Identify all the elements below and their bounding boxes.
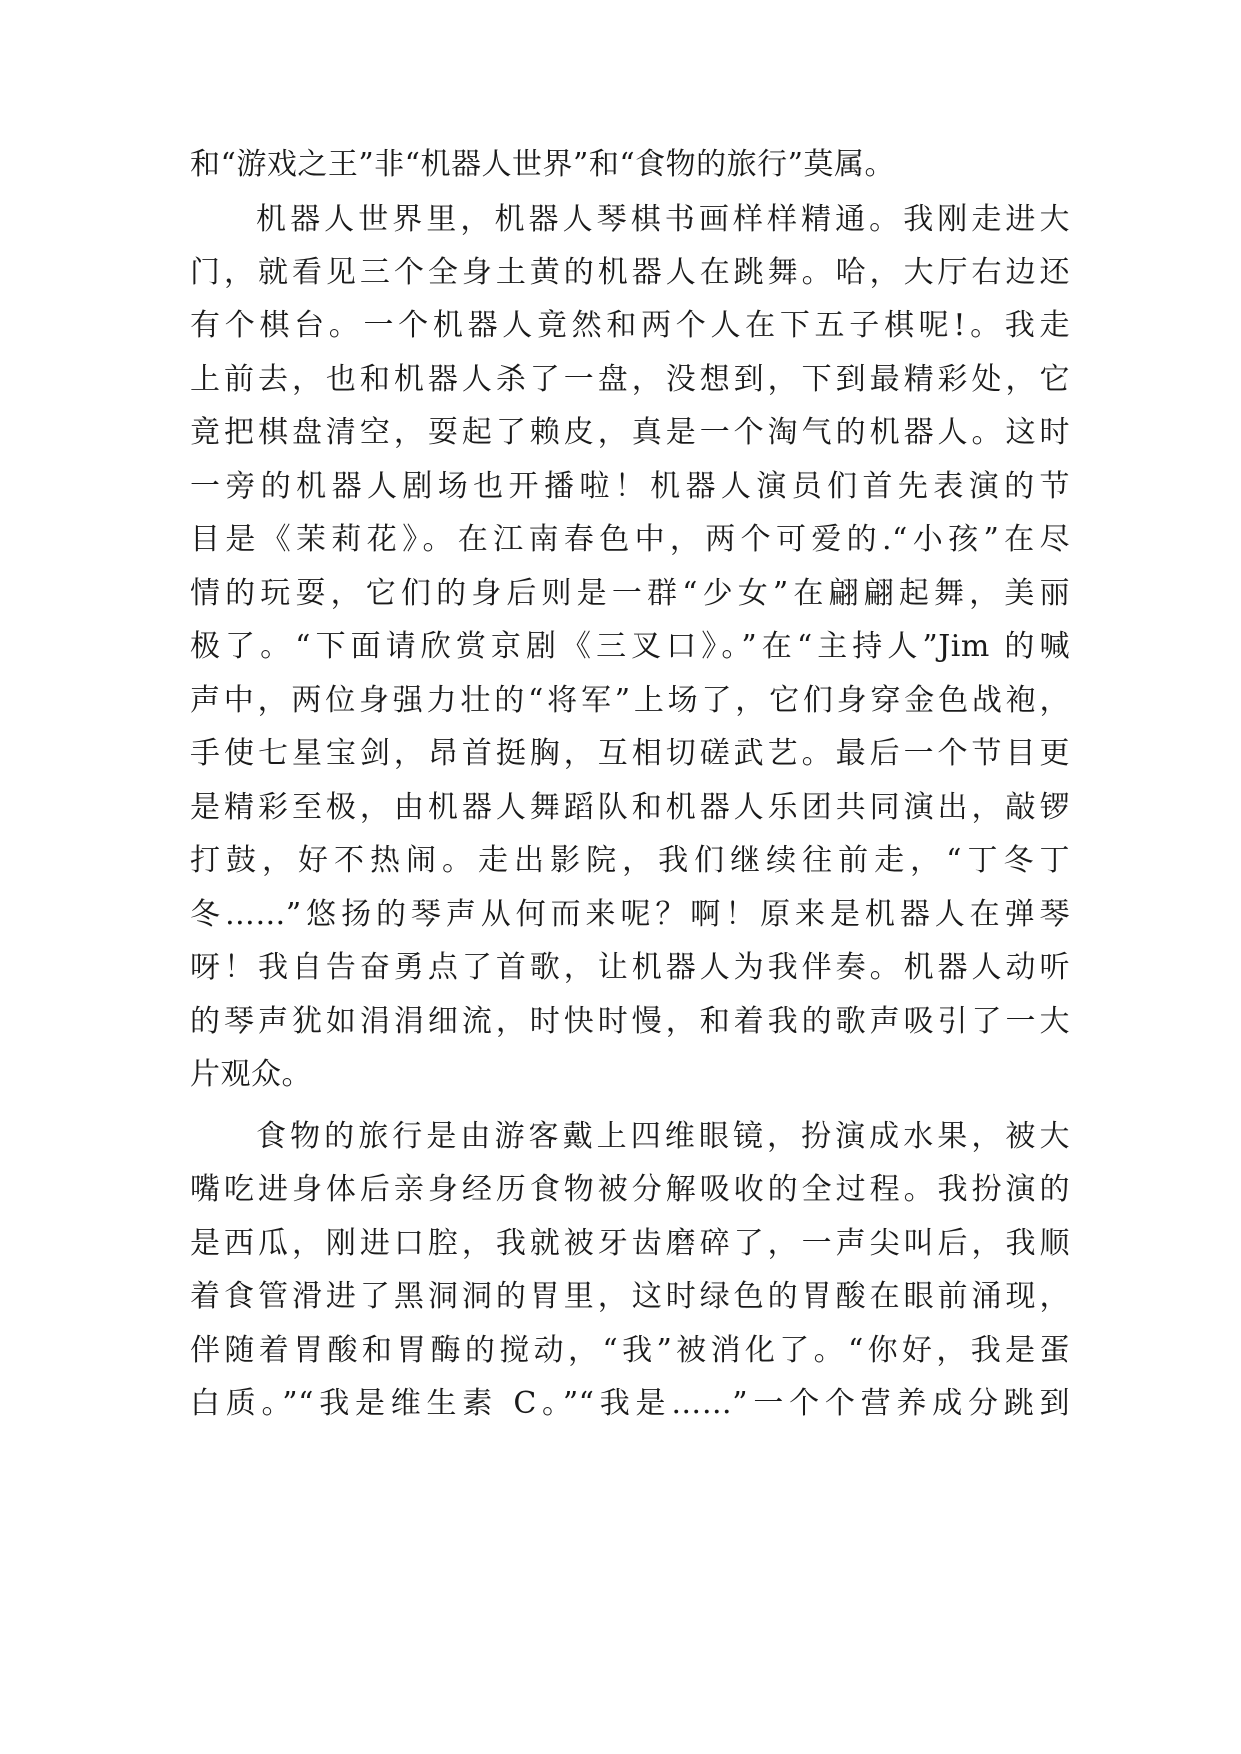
paragraph-line: 极了。“下面请欣赏京剧《三叉口》。”在“主持人”Jim 的喊 (190, 629, 1070, 664)
paragraph-line: 打鼓，好不热闹。走出影院，我们继续往前走，“丁冬丁 (190, 843, 1070, 878)
paragraph-line: 冬……”悠扬的琴声从何而来呢？啊！原来是机器人在弹琴 (190, 897, 1070, 932)
paragraph-line: 白质。”“我是维生素 C。”“我是……”一个个营养成分跳到 (190, 1386, 1070, 1421)
paragraph-line: 目是《茉莉花》。在江南春色中，两个可爱的.“小孩”在尽 (190, 522, 1070, 557)
paragraph-line: 和“游戏之王”非“机器人世界”和“食物的旅行”莫属。 (190, 147, 896, 182)
paragraph-line: 声中，两位身强力壮的“将军”上场了，它们身穿金色战袍， (190, 683, 1070, 718)
paragraph-line: 情的玩耍，它们的身后则是一群“少女”在翩翩起舞，美丽 (190, 576, 1070, 611)
paragraph-line: 着食管滑进了黑洞洞的胃里，这时绿色的胃酸在眼前涌现， (190, 1279, 1070, 1314)
paragraph-line: 是精彩至极，由机器人舞蹈队和机器人乐团共同演出，敲锣 (190, 790, 1070, 825)
paragraph-line: 机器人世界里，机器人琴棋书画样样精通。我刚走进大 (256, 202, 1070, 237)
paragraph-line: 手使七星宝剑，昂首挺胸，互相切磋武艺。最后一个节目更 (190, 736, 1070, 771)
paragraph-line: 呀！我自告奋勇点了首歌，让机器人为我伴奏。机器人动听 (190, 950, 1070, 985)
paragraph-line: 一旁的机器人剧场也开播啦！机器人演员们首先表演的节 (190, 469, 1070, 504)
paragraph-line: 是西瓜，刚进口腔，我就被牙齿磨碎了，一声尖叫后，我顺 (190, 1226, 1070, 1261)
paragraph-line: 门，就看见三个全身土黄的机器人在跳舞。哈，大厅右边还 (190, 255, 1070, 290)
paragraph-line: 有个棋台。一个机器人竟然和两个人在下五子棋呢!。我走 (190, 308, 1070, 343)
paragraph-line: 片观众。 (190, 1057, 312, 1092)
paragraph-line: 竟把棋盘清空，耍起了赖皮，真是一个淘气的机器人。这时 (190, 415, 1070, 450)
paragraph-line: 嘴吃进身体后亲身经历食物被分解吸收的全过程。我扮演的 (190, 1172, 1070, 1207)
paragraph-line: 伴随着胃酸和胃酶的搅动，“我”被消化了。“你好，我是蛋 (190, 1333, 1070, 1368)
paragraph-line: 的琴声犹如涓涓细流，时快时慢，和着我的歌声吸引了一大 (190, 1004, 1070, 1039)
paragraph-line: 食物的旅行是由游客戴上四维眼镜，扮演成水果，被大 (256, 1119, 1070, 1154)
paragraph-line: 上前去，也和机器人杀了一盘，没想到，下到最精彩处，它 (190, 362, 1070, 397)
